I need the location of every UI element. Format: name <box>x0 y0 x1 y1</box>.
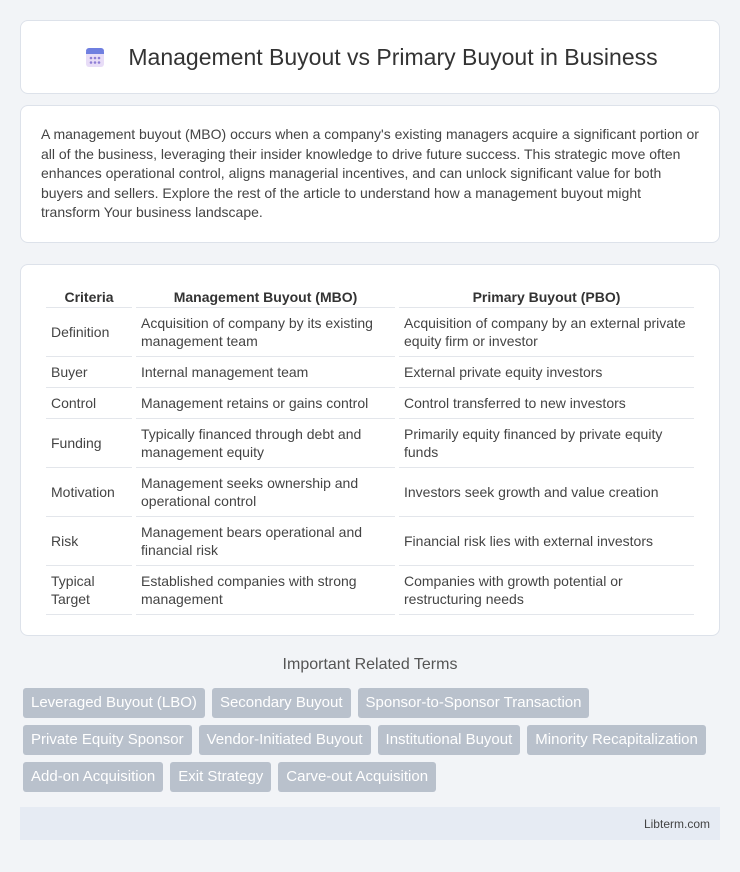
column-header-pbo: Primary Buyout (PBO) <box>399 286 694 308</box>
mbo-cell: Management retains or gains control <box>136 388 395 419</box>
table-row <box>46 388 694 419</box>
related-term-tag[interactable]: Vendor-Initiated Buyout <box>199 725 371 755</box>
pbo-cell: External private equity investors <box>399 357 694 388</box>
intro-text: A management buyout (MBO) occurs when a company's existing managers acquire a significant portion or all of the business, leveraging their insider knowledge to drive future success. This strategic move often enhances operational control, aligns managerial incentives, and can unlock significant value for both buyers and sellers. Explore the rest of the article to understand how a management buyout might transform Your business landscape. <box>41 126 699 220</box>
pbo-cell: Investors seek growth and value creation <box>399 468 694 517</box>
related-term-tag[interactable]: Leveraged Buyout (LBO) <box>23 688 205 718</box>
related-term-tag[interactable]: Secondary Buyout <box>212 688 351 718</box>
pbo-cell: Control transferred to new investors <box>399 388 694 419</box>
comparison-table-card <box>20 264 720 636</box>
table-header-row <box>46 286 694 308</box>
pbo-cell: Acquisition of company by an external private equity firm or investor <box>399 308 694 357</box>
related-term-tag[interactable]: Institutional Buyout <box>378 725 521 755</box>
related-terms-list <box>20 688 720 792</box>
pbo-cell: Companies with growth potential or restructuring needs <box>399 566 694 615</box>
criteria-cell: Definition <box>46 308 132 357</box>
related-terms-title: Important Related Terms <box>282 656 458 673</box>
footer <box>20 807 720 840</box>
mbo-cell: Established companies with strong management <box>136 566 395 615</box>
table-row <box>46 357 694 388</box>
criteria-cell: Motivation <box>46 468 132 517</box>
related-term-tag[interactable]: Add-on Acquisition <box>23 762 163 792</box>
mbo-cell: Internal management team <box>136 357 395 388</box>
calendar-icon <box>82 44 108 70</box>
criteria-cell: Risk <box>46 517 132 566</box>
column-header-mbo: Management Buyout (MBO) <box>136 286 395 308</box>
table-row <box>46 308 694 357</box>
mbo-cell: Acquisition of company by its existing management team <box>136 308 395 357</box>
related-term-tag[interactable]: Minority Recapitalization <box>527 725 706 755</box>
criteria-cell: Control <box>46 388 132 419</box>
column-header-criteria: Criteria <box>46 286 132 308</box>
table-row <box>46 566 694 615</box>
related-term-tag[interactable]: Carve-out Acquisition <box>278 762 436 792</box>
comparison-table <box>42 286 698 615</box>
related-term-tag[interactable]: Private Equity Sponsor <box>23 725 192 755</box>
page-title: Management Buyout vs Primary Buyout in Business <box>128 43 658 70</box>
table-row <box>46 419 694 468</box>
related-term-tag[interactable]: Exit Strategy <box>170 762 271 792</box>
criteria-cell: Buyer <box>46 357 132 388</box>
footer-site-link[interactable]: Libterm.com <box>643 816 710 831</box>
criteria-cell: Typical Target <box>46 566 132 615</box>
mbo-cell: Management bears operational and financial risk <box>136 517 395 566</box>
pbo-cell: Financial risk lies with external investors <box>399 517 694 566</box>
pbo-cell: Primarily equity financed by private equity funds <box>399 419 694 468</box>
mbo-cell: Typically financed through debt and management equity <box>136 419 395 468</box>
header-card <box>20 20 720 94</box>
table-row <box>46 468 694 517</box>
mbo-cell: Management seeks ownership and operational control <box>136 468 395 517</box>
intro-card <box>20 105 720 243</box>
related-term-tag[interactable]: Sponsor-to-Sponsor Transaction <box>358 688 590 718</box>
criteria-cell: Funding <box>46 419 132 468</box>
table-row <box>46 517 694 566</box>
